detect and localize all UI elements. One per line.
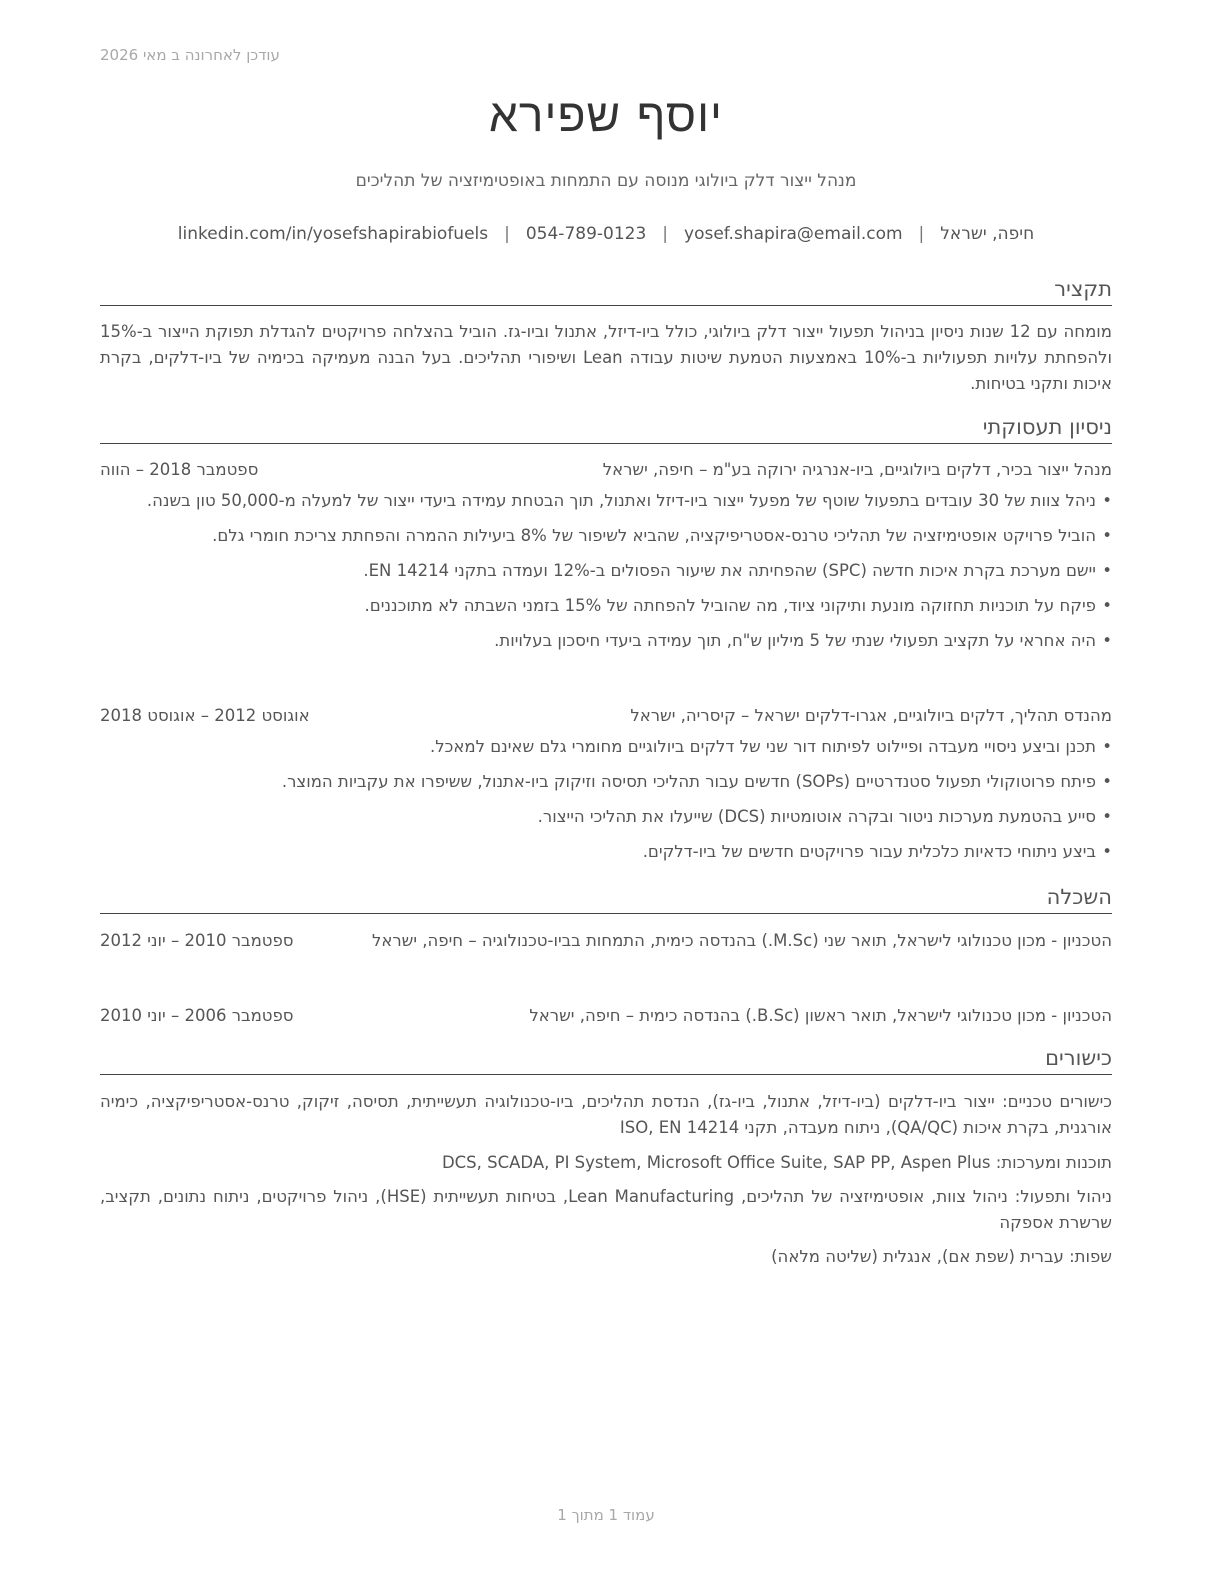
job-bullets [100,734,1112,874]
education-dates: ספטמבר 2010 – יוני 2012 [100,931,294,950]
skills-technical: כישורים טכניים: ייצור ביו-דלקים (ביו-דיזל, אתנול, ביו-גז), הנדסת תהליכים, ביו-טכנולוגיה תעשייתית, תסיסה, זיקוק, טרנס-אסטריפיקציה, כימיה אורגנית, בקרת איכות (QA/QC), ניתוח מעבדה, תקני ISO, EN 14214 [100,1092,1112,1137]
job-bullets [100,488,1112,663]
bullet-icon: • [1102,631,1112,650]
section-title-experience: ניסיון תעסוקתי [100,413,1112,444]
skills-management: ניהול ותפעול: ניהול צוות, אופטימיזציה של תהליכים, Lean Manufacturing, בטיחות תעשייתית (HSE), ניהול פרויקטים, ניתוח נתונים, תקציב, שרשרת אספקה [100,1187,1112,1232]
summary-text: מומחה עם 12 שנות ניסיון בניהול תפעול ייצור דלק ביולוגי, כולל ביו-דיזל, אתנול וביו-גז. הוביל בהצלחה פרויקטים להגדלת תפוקת הייצור ב-15% ולהפחתת עלויות תפעוליות ב-10% באמצעות הטמעת שיטות עבודה Lean ושיפורי תהליכים. בעל הבנה מעמיקה בכימיה של ביו-דלקים, בקרת איכות ותקני בטיחות. [100,322,1112,393]
section-title-education: השכלה [100,883,1112,914]
bullet-icon: • [1102,526,1112,545]
job-bullet: • פיקח על תוכניות תחזוקה מונעת ותיקוני ציוד, מה שהוביל להפחתה של 15% בזמני השבתה לא מתוכננים. [100,593,1112,619]
contact-separator: | [504,224,510,244]
job-bullet: • סייע בהטמעת מערכות ניטור ובקרה אוטומטיות (DCS) שייעלו את תהליכי הייצור. [100,804,1112,830]
bullet-icon: • [1102,842,1112,861]
job-header [100,457,1112,483]
job-bullet: • הוביל פרויקט אופטימיזציה של תהליכי טרנס-אסטריפיקציה, שהביא לשיפור של 8% ביעילות ההמרה והפחתת צריכת חומרי גלם. [100,523,1112,549]
job-bullet: • ביצע ניתוחי כדאיות כלכלית עבור פרויקטים חדשים של ביו-דלקים. [100,839,1112,865]
education-degree: הטכניון - מכון טכנולוגי לישראל, תואר שני (M.Sc.) בהנדסה כימית, התמחות בביו-טכנולוגיה – חיפה, ישראל [371,931,1112,950]
job-bullet: • היה אחראי על תקציב תפעולי שנתי של 5 מיליון ש"ח, תוך עמידה ביעדי חיסכון בעלויות. [100,628,1112,654]
bullet-icon: • [1102,561,1112,580]
contact-line [100,224,1112,244]
job-role: מנהל ייצור בכיר, דלקים ביולוגיים, ביו-אנרגיה ירוקה בע"מ – חיפה, ישראל [602,460,1112,479]
job-bullet: • פיתח פרוטוקולי תפעול סטנדרטיים (SOPs) חדשים עבור תהליכי תסיסה וזיקוק ביו-אתנול, ששיפרו את עקביות המוצר. [100,769,1112,795]
section-title-skills: כישורים [100,1044,1112,1075]
bullet-icon: • [1102,772,1112,791]
contact-linkedin[interactable]: linkedin.com/in/yosefshapirabiofuels [177,224,489,244]
bullet-icon: • [1102,596,1112,615]
education-item [100,1003,1112,1029]
skills-software: תוכנות ומערכות: DCS, SCADA, PI System, Microsoft Office Suite, SAP PP, Aspen Plus [441,1153,1112,1172]
candidate-name: יוסף שפירא [489,88,723,142]
job-bullet: • תכנן וביצע ניסויי מעבדה ופיילוט לפיתוח דור שני של דלקים ביולוגיים מחומרי גלם שאינם למאכל. [100,734,1112,760]
education-item [100,928,1112,954]
skills-languages: שפות: עברית (שפת אם), אנגלית (שליטה מלאה) [771,1247,1112,1266]
education-degree: הטכניון - מכון טכנולוגי לישראל, תואר ראשון (B.Sc.) בהנדסה כימית – חיפה, ישראל [529,1006,1112,1025]
job-bullet: • ניהל צוות של 30 עובדים בתפעול שוטף של מפעל ייצור ביו-דיזל ואתנול, תוך הבטחת עמידה ביעדי ייצור של למעלה מ-50,000 טון בשנה. [100,488,1112,514]
page-number: עמוד 1 מתוך 1 [557,1506,655,1524]
headline: מנהל ייצור דלק ביולוגי מנוסה עם התמחות באופטימיזציה של תהליכים [355,171,857,191]
job-bullet: • יישם מערכת בקרת איכות חדשה (SPC) שהפחיתה את שיעור הפסולים ב-12% ועמדה בתקני EN 14214. [100,558,1112,584]
section-title-summary: תקציר [100,275,1112,306]
last-updated: עודכן לאחרונה ב מאי 2026 [100,46,280,64]
job-dates: אוגוסט 2012 – אוגוסט 2018 [100,706,310,725]
bullet-icon: • [1102,491,1112,510]
resume-page [100,0,1112,1584]
contact-location: חיפה, ישראל [940,224,1035,244]
contact-phone[interactable]: 054-789-0123 [525,224,647,244]
job-header [100,703,1112,729]
job-role: מהנדס תהליך, דלקים ביולוגיים, אגרו-דלקים ישראל – קיסריה, ישראל [630,706,1112,725]
job-dates: ספטמבר 2018 – הווה [100,460,259,479]
education-dates: ספטמבר 2006 – יוני 2010 [100,1006,294,1025]
contact-email[interactable]: yosef.shapira@email.com [684,224,903,244]
contact-separator: | [662,224,669,244]
contact-separator: | [918,224,925,244]
bullet-icon: • [1102,737,1112,756]
bullet-icon: • [1102,807,1112,826]
